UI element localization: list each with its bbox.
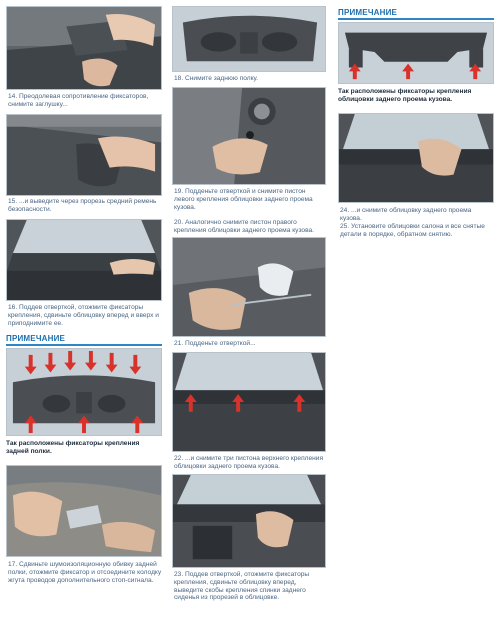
caption-step-25: 25. Установите облицовки салона и все снятые детали в порядке, обратном снятию. — [340, 223, 485, 238]
photo-rear-opening-trim-fasteners — [338, 22, 494, 84]
caption-step-21: 21. Подденьте отверткой... — [174, 340, 256, 347]
photo-step-19 — [172, 87, 326, 185]
photo-step-16 — [6, 219, 162, 301]
caption-step-24: 24. ...и снимите облицовку заднего проема кузова. — [340, 207, 472, 222]
photo-step-22 — [172, 352, 326, 452]
caption-step-17: 17. Сдвиньте шумоизоляционную обивку задней полки, отожмите фиксатор и отсоедините колодку жгута проводов дополнительного стоп-сигнала. — [8, 561, 162, 584]
photo-step-24 — [338, 113, 494, 203]
photo-step-17 — [6, 465, 162, 557]
photo-step-14 — [6, 6, 162, 90]
note-header-left: ПРИМЕЧАНИЕ — [6, 334, 66, 343]
caption-step-18: 18. Снимите заднюю полку. — [174, 75, 259, 82]
note-rule-left — [6, 344, 162, 346]
note-rule-right — [338, 18, 494, 20]
caption-step-23: 23. Поддев отверткой, отожмите фиксаторы крепления, сдвиньте облицовку вперед, выведите скобы крепления спинки заднего сиденья из прорезей в облицовке. — [174, 571, 310, 602]
note-caption-right: Так расположены фиксаторы крепления облицовки заднего проема кузова. — [338, 88, 472, 103]
photo-step-15 — [6, 114, 162, 196]
caption-step-15: 15. ...и выведите через прорезь средний ремень безопасности. — [8, 198, 157, 213]
caption-step-14: 14. Преодолевая сопротивление фиксаторов, снимите заглушку... — [8, 93, 149, 108]
photo-step-21 — [172, 237, 326, 337]
note-header-right: ПРИМЕЧАНИЕ — [338, 8, 398, 17]
caption-step-22: 22. ...и снимите три пистона верхнего крепления облицовки заднего проема кузова. — [174, 455, 324, 470]
caption-step-19: 19. Подденьте отверткой и снимите пистон левого крепления облицовки заднего проема кузова. — [174, 188, 313, 211]
photo-step-23 — [172, 474, 326, 568]
photo-step-18 — [172, 6, 326, 72]
caption-step-20: 20. Аналогично снимите пистон правого крепления облицовки заднего проема кузова. — [174, 219, 314, 234]
note-caption-left: Так расположены фиксаторы крепления задней полки. — [6, 440, 140, 455]
caption-step-16: 16. Поддев отверткой, отожмите фиксаторы крепления, сдвиньте облицовку вперед и вверх и приподнимите ее. — [8, 304, 159, 327]
photo-rear-shelf-fasteners — [6, 348, 162, 436]
